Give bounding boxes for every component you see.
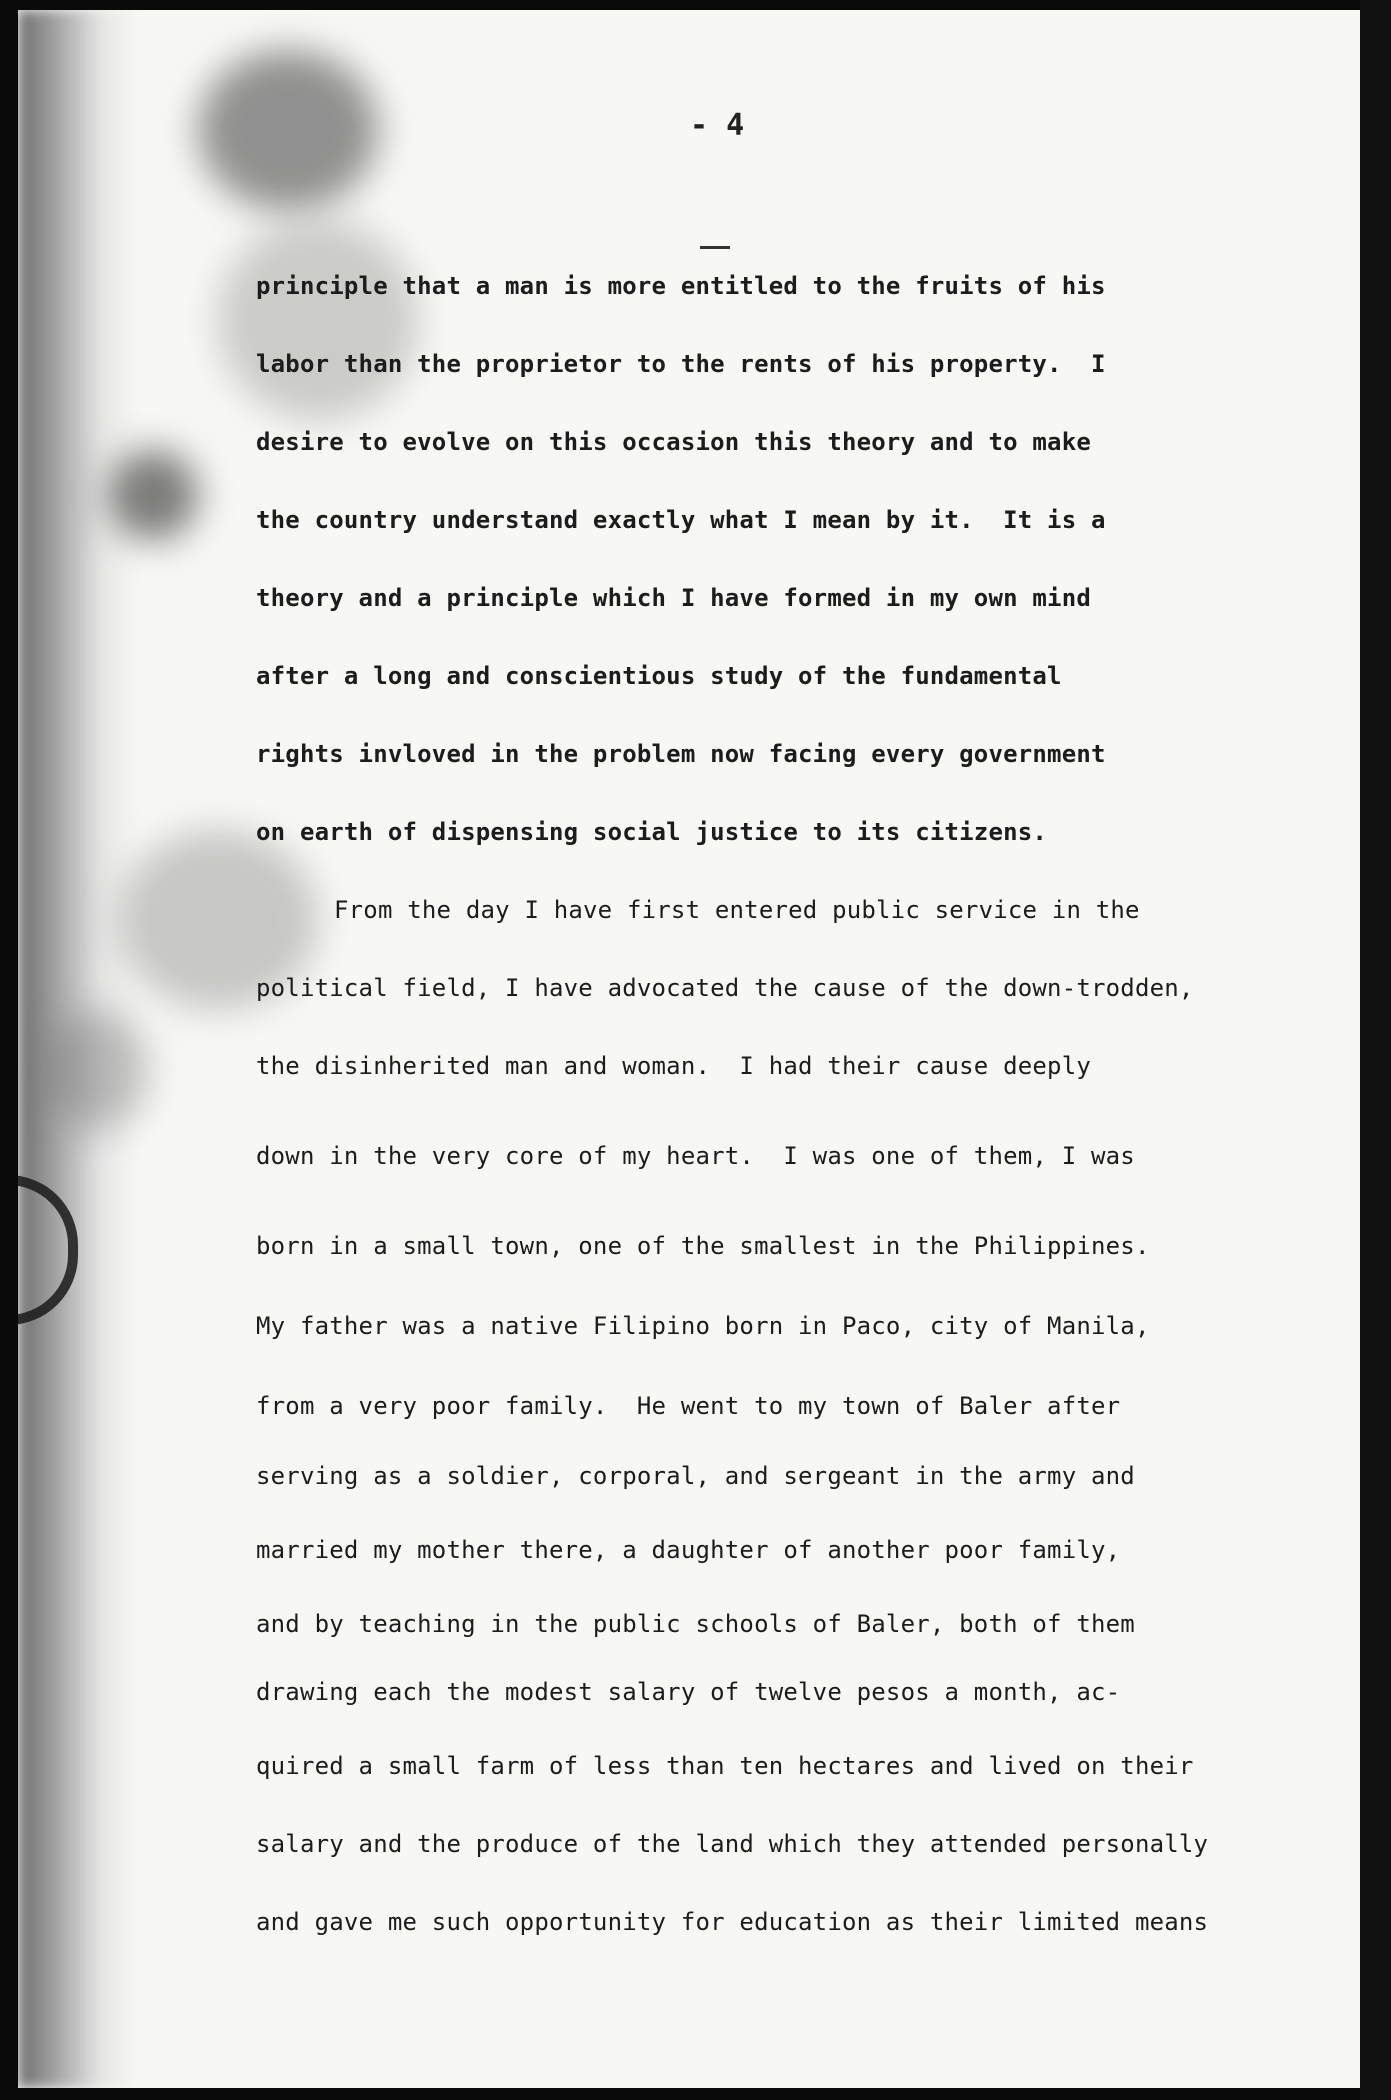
text-line: theory and a principle which I have formed in my own mind <box>256 584 1092 612</box>
text-line: after a long and conscientious study of the fundamental <box>256 662 1062 690</box>
text-line: principle that a man is more entitled to the fruits of his <box>256 272 1106 300</box>
stain-mark <box>108 450 198 540</box>
text-line: rights invloved in the problem now facing every government <box>256 740 1106 768</box>
scan-border <box>1360 0 1391 2100</box>
text-line: from a very poor family. He went to my town of Baler after <box>256 1392 1121 1420</box>
text-line: desire to evolve on this occasion this theory and to make <box>256 428 1092 456</box>
binding-ring <box>18 1175 78 1325</box>
text-line: labor than the proprietor to the rents of his property. I <box>256 350 1106 378</box>
text-line: serving as a soldier, corporal, and sergeant in the army and <box>256 1462 1135 1490</box>
page-number: - 4 <box>690 108 745 143</box>
text-line: and gave me such opportunity for education as their limited means <box>256 1908 1209 1936</box>
text-line: salary and the produce of the land which they attended personally <box>256 1830 1209 1858</box>
text-line: born in a small town, one of the smallest in the Philippines. <box>256 1232 1150 1260</box>
text-line: From the day I have first entered public service in the <box>334 896 1140 924</box>
stain-mark <box>218 220 418 420</box>
text-line: My father was a native Filipino born in Paco, city of Manila, <box>256 1312 1150 1340</box>
torn-edge-shading <box>18 10 138 2088</box>
document-page <box>18 10 1360 2088</box>
stain-mark <box>48 1010 148 1130</box>
text-line: the disinherited man and woman. I had their cause deeply <box>256 1052 1092 1080</box>
text-line: political field, I have advocated the cause of the down-trodden, <box>256 974 1194 1002</box>
dash-mark <box>700 246 730 249</box>
text-line: married my mother there, a daughter of another poor family, <box>256 1536 1121 1564</box>
text-line: on earth of dispensing social justice to its citizens. <box>256 818 1048 846</box>
text-line: the country understand exactly what I mean by it. It is a <box>256 506 1106 534</box>
text-line: drawing each the modest salary of twelve pesos a month, ac- <box>256 1678 1121 1706</box>
text-line: down in the very core of my heart. I was one of them, I was <box>256 1142 1135 1170</box>
text-line: quired a small farm of less than ten hectares and lived on their <box>256 1752 1194 1780</box>
text-line: and by teaching in the public schools of Baler, both of them <box>256 1610 1135 1638</box>
stain-mark <box>198 50 378 210</box>
